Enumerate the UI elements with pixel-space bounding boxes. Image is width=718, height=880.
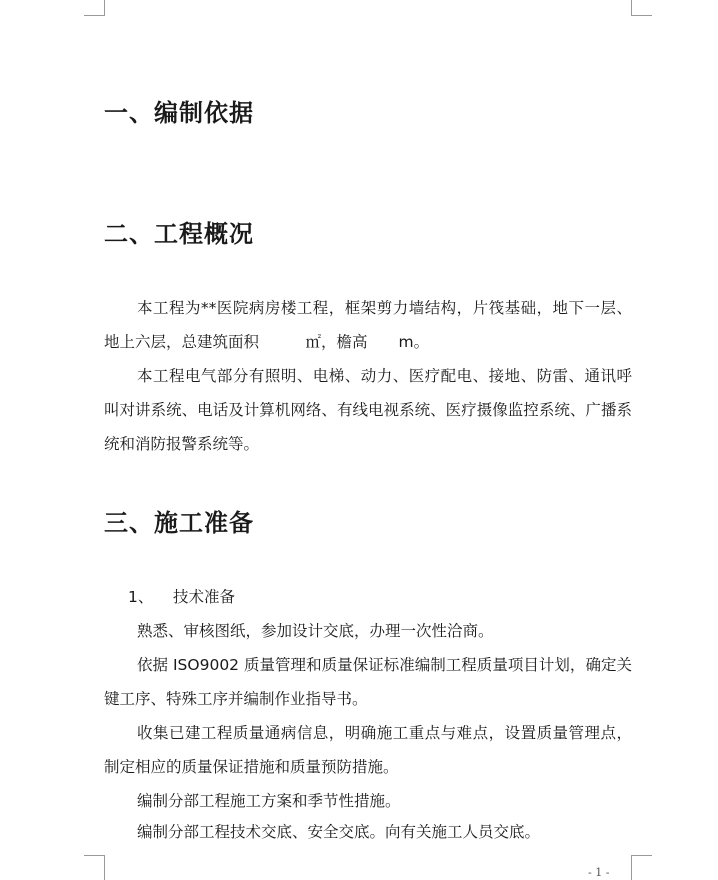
prep-paragraph-2: 依据 ISO9002 质量管理和质量保证标准编制工程质量项目计划，确定关键工序、特殊工序并编制作业指导书。 [104, 656, 632, 708]
section-heading-preparation: 三、施工准备 [104, 508, 254, 537]
page-number: - 1 - [588, 866, 610, 879]
prep-line-5: 编制分部工程技术交底、安全交底。向有关施工人员交底。 [137, 823, 541, 841]
prep-line-4: 编制分部工程施工方案和季节性措施。 [137, 792, 401, 810]
prep-line-1: 熟悉、审核图纸，参加设计交底，办理一次性洽商。 [137, 622, 494, 640]
page-corner-mark-top-right [631, 0, 652, 16]
page-corner-mark-bottom-right [631, 855, 652, 880]
prep-paragraph-3: 收集已建工程质量通病信息，明确施工重点与难点，设置质量管理点，制定相应的质量保证措施和质量预防措施。 [104, 724, 632, 776]
section-heading-basis: 一、编制依据 [104, 98, 254, 127]
overview-paragraph-2: 本工程电气部分有照明、电梯、动力、医疗配电、接地、防雷、通讯呼叫对讲系统、电话及计算机网络、有线电视系统、医疗摄像监控系统、广播系统和消防报警系统等。 [104, 367, 632, 453]
page-corner-mark-top-left [84, 0, 105, 16]
overview-paragraph-1: 本工程为**医院病房楼工程，框架剪力墙结构，片筏基础，地下一层、地上六层，总建筑面积 ㎡，檐高 m。 [104, 299, 632, 351]
page-corner-mark-bottom-left [84, 855, 105, 880]
section-heading-overview: 二、工程概况 [104, 219, 254, 248]
list-item-number: 1、 [128, 588, 154, 606]
list-item-title: 技术准备 [173, 588, 236, 606]
